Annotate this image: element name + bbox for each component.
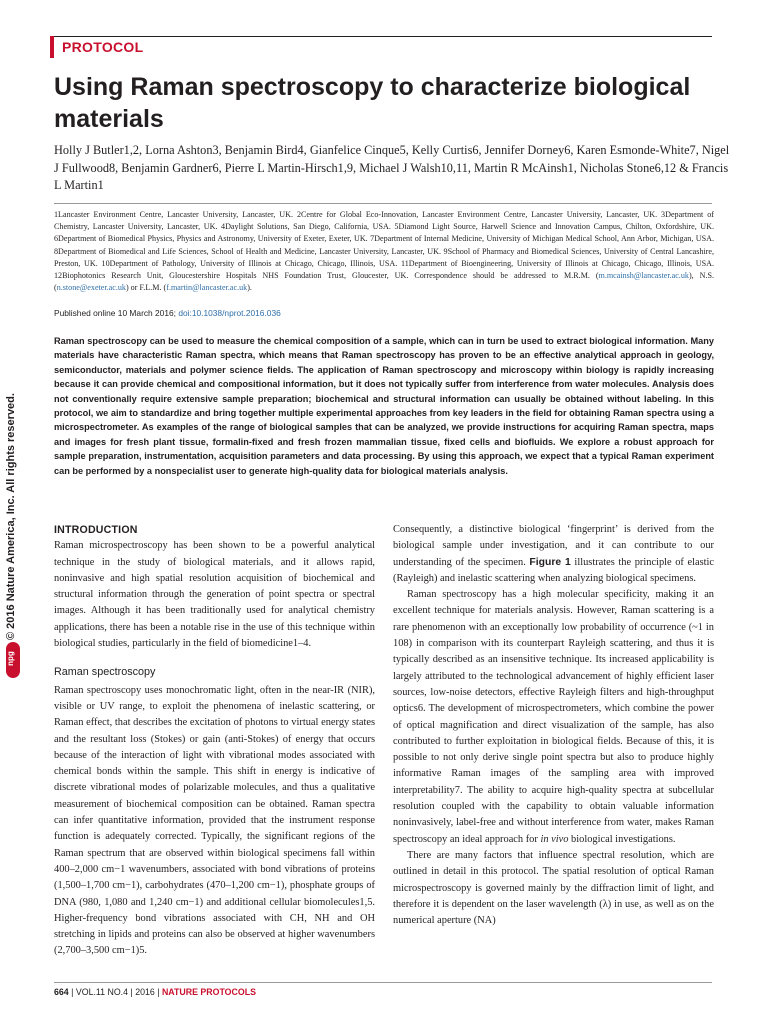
right-paragraph-2: [393, 587, 714, 848]
p1-text-b: illustrates the principle of elastic (Rayleigh) and inelastic scattering when analyzing biological specimens.: [393, 556, 715, 584]
doi-link[interactable]: doi:10.1038/nprot.2016.036: [178, 308, 281, 318]
p2-text-end: biological investigations.: [568, 833, 676, 845]
page-number: 664: [54, 987, 69, 997]
affiliations-sep2: ) or F.L.M. (: [125, 283, 167, 293]
page-footer: [54, 987, 256, 997]
raman-subheading: Raman spectroscopy: [54, 666, 156, 679]
left-column: [54, 522, 375, 960]
email-link-stone[interactable]: n.stone@exeter.ac.uk: [56, 283, 126, 293]
figure-1-ref[interactable]: Figure 1: [529, 556, 571, 568]
npg-logo-icon: [6, 642, 20, 678]
affiliations-text: 1Lancaster Environment Centre, Lancaster University, Lancaster, UK. 2Centre for Global Eco-Innovation, Lancaster Environment Centre, Lancaster University, Lancaster, UK. 3Department of Chemistry, Lancaster University, Lancaster, UK. 4Daylight Solutions, San Diego, California, USA. 5Diamond Light Source, Harwell Science and Innovation Campus, Chilton, Oxfordshire, UK. 6Department of Biomedical Physics, Physics and Astronomy, University of Exeter, Exeter, UK. 7Department of Internal Medicine, University of Michigan Medical School, Ann Arbor, Michigan, USA. 8Department of Biomedical and Life Sciences, School of Health and Medicine, Lancaster University, Lancaster, UK. 9School of Pharmacy and Biomedical Sciences, University of Central Lancashire, Preston, UK. 10Department of Pathology, University of Illinois at Chicago, Chicago, Illinois, USA. 11Department of Bioengineering, University of Illinois at Chicago, Chicago, Illinois, USA. 12Biophotonics Research Unit, Gloucestershire Hospitals NHS Foundation Trust, Gloucester, UK. Correspondence should be addressed to M.R.M. (: [54, 210, 714, 281]
author-list: Holly J Butler1,2, Lorna Ashton3, Benjamin Bird4, Gianfelice Cinque5, Kelly Curtis6, Jennifer Dorney6, Karen Esmonde-White7, Nigel J Fullwood8, Benjamin Gardner6, Pierre L Martin-Hirsch1,9, Michael J Walsh10,11, Martin R McAinsh1, Nicholas Stone6,12 & Francis L Martin1: [54, 143, 730, 192]
npg-logo-text: npg: [5, 651, 15, 666]
top-rule: [50, 36, 712, 37]
email-link-mcainsh[interactable]: m.mcainsh@lancaster.ac.uk: [598, 271, 689, 281]
section-marker: [50, 36, 54, 58]
right-paragraph-1: [393, 522, 714, 587]
right-paragraph-3: There are many factors that influence spectral resolution, which are outlined in detail in this protocol. The spatial resolution of optical Raman microspectroscopy is governed mainly by the diffraction limit of light, and therefore it is dependent on the laser wavelength (λ) in use, as well as on the numerical aperture (NA): [393, 849, 714, 927]
affiliations-sep1: ), N.S. (: [54, 271, 714, 293]
article-title: Using Raman spectroscopy to characterize biological materials: [54, 73, 691, 133]
introduction-heading: INTRODUCTION: [54, 524, 138, 536]
intro-paragraph: Raman microspectroscopy has been shown to be a powerful analytical technique in the study of biological materials, and it allows rapid, noninvasive and high spatial resolution acquisition of biochemical and structural information through the generation of point spectra or spectral images. Although it has been traditionally used for analytical chemistry applications, there has been a notable rise in the use of this technique within biological studies, particularly in the field of biomedicine1–4.: [54, 540, 375, 650]
abstract: Raman spectroscopy can be used to measure the chemical composition of a sample, which can in turn be used to extract biological information. Many materials have characteristic Raman spectra, which means that Raman spectroscopy has proven to be an effective analytical approach in geology, semiconductor, materials and polymer science fields. The application of Raman spectroscopy and microscopy within biology is rapidly increasing because it can provide chemical and compositional information, but it does not typically suffer from interference from water molecules. Analysis does not conventionally require extensive sample preparation; biochemical and structural information can usually be obtained without labeling. In this protocol, we aim to standardize and bring together multiple experimental approaches from key leaders in the field for obtaining Raman spectra using a microspectrometer. As examples of the range of biological samples that can be analyzed, we provide instructions for acquiring Raman spectra, maps and images for fresh plant tissue, formalin-fixed and fresh frozen mammalian tissue, fixed cells and biofluids. We explore a robust approach for sample preparation, instrumentation, acquisition parameters and data processing. By using this approach, we expect that a typical Raman experiment can be performed by a nonspecialist user to generate high-quality data for biological materials analysis.: [54, 336, 714, 476]
published-date: Published online 10 March 2016;: [54, 308, 179, 318]
publication-info: [54, 308, 281, 318]
journal-name: NATURE PROTOCOLS: [161, 987, 256, 997]
raman-paragraph: Raman spectroscopy uses monochromatic light, often in the near-IR (NIR), visible or UV range, to exploit the phenomena of inelastic scattering, or Raman effect, that describes the excitation of photons to virtual energy states and the resultant loss (Stokes) or gain (anti-Stokes) of energy that occurs because of the interaction of light with vibrational modes associated with chemical bonds within the sample. This shift in energy is indicative of discrete vibrational modes of polarizable molecules, and thus a qualitative measurement of biochemical composition can be obtained. Raman spectra can infer quantitative information, provided that the instrument response function is adequately corrected. Typically, the significant regions of the Raman spectrum that are observed within biological specimens fall within 400–2,000 cm−1 wavenumbers, associated with bond vibrations of proteins (1,500–1,700 cm−1), carbohydrates (470–1,200 cm−1), phosphate groups of DNA (980, 1,080 and 1,240 cm−1) and additional cellular biomolecules1,5. Higher-frequency bond vibrations associated with CH, NH and OH stretching in lipids and proteins can also be observed at higher wavenumbers (2,700–3,500 cm−1)5.: [54, 684, 375, 957]
volume-info: | VOL.11 NO.4 | 2016 |: [68, 987, 162, 997]
email-link-martin[interactable]: f.martin@lancaster.ac.uk: [166, 283, 248, 293]
in-vivo-italic: in vivo: [540, 833, 569, 845]
affiliations: [54, 209, 714, 294]
p2-text: Raman spectroscopy has a high molecular specificity, making it an excellent technique for materials analysis. However, Raman scattering is a rare phenomenon with an exceptionally low probability of occurrence (~1 in 108) in comparison with its counterpart Rayleigh scattering, and thus it is typically described as an insensitive technique. Its increased applicability is largely attributed to the technological advancement of highly efficient laser sources, low-noise detectors, effective Rayleigh filters and high-throughput optics6. The development of microspectrometers, which combine the power of optical magnification and direct visualization of the sample, has also contributed to further exploitation in biological fields. Because of this, it is possible to not only derive single point spectra but also to produce highly informative Raman images of the sampling area with improved interpretability7. The ability to acquire high-quality spectra at subcellular resolution coupled with the capability to obtain valuable information noninvasively, label-free and without interference from water, makes Raman spectroscopy an ideal approach for: [393, 589, 714, 845]
section-tag: PROTOCOL: [62, 39, 144, 55]
copyright-notice: © 2016 Nature America, Inc. All rights reserved.: [5, 393, 17, 640]
p1-text-a: Consequently, a distinctive biological ‘fingerprint’ is derived from the biological sample under investigation, and it can contribute to our understanding of the specimen.: [393, 524, 714, 568]
affiliations-end: ).: [247, 283, 252, 293]
footer-rule: [54, 982, 712, 983]
right-column: [393, 522, 714, 929]
affiliations-divider: [54, 203, 712, 204]
